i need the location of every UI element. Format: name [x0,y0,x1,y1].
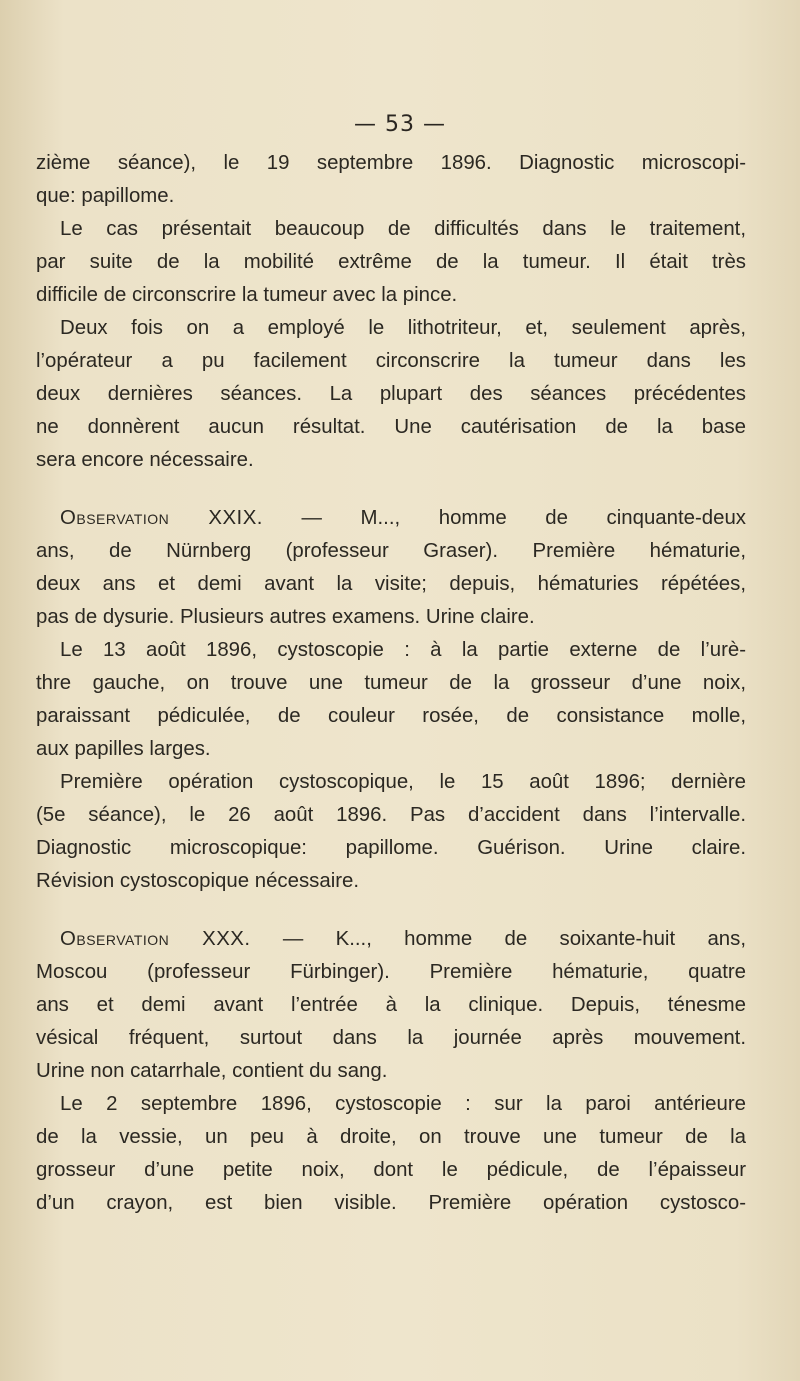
text-line [36,923,746,956]
text-line: d’un crayon, est bien visible. Première opération cystosco- [36,1192,746,1214]
text-line: zième séance), le 19 septembre 1896. Diagnostic microscopi- [36,152,746,174]
text-line: l’opérateur a pu facilement circonscrire la tumeur dans les [36,350,746,372]
text-line: Deux fois on a employé le lithotriteur, et, seulement après, [60,317,746,339]
text-line: deux ans et demi avant la visite; depuis, hématuries répétées, [36,573,746,595]
text-fragment: — M..., homme de cinquante-deux [262,507,746,529]
paragraph [36,147,746,213]
text-line: pas de dysurie. Plusieurs autres examens. Urine claire. [36,606,535,628]
text-line: que: papillome. [36,185,175,207]
observation-paragraph [36,502,746,634]
text-line: Urine non catarrhale, contient du sang. [36,1060,388,1082]
text-line: grosseur d’une petite noix, dont le pédicule, de l’épaisseur [36,1159,746,1181]
observation-paragraph [36,923,746,1088]
text-line: Le 2 septembre 1896, cystoscopie : sur la paroi antérieure [60,1093,746,1115]
text-line: sera encore nécessaire. [36,449,254,471]
page-number: — 53 — [354,112,446,137]
text-line: de la vessie, un peu à droite, on trouve une tumeur de la [36,1126,746,1148]
text-line [36,502,746,535]
text-line: Le 13 août 1896, cystoscopie : à la partie externe de l’urè- [60,639,746,661]
text-line: (5e séance), le 26 août 1896. Pas d’accident dans l’intervalle. [36,804,746,826]
text-line: aux papilles larges. [36,738,211,760]
paragraph [36,213,746,312]
text-line: paraissant pédiculée, de couleur rosée, de consistance molle, [36,705,746,727]
text-line: Moscou (professeur Fürbinger). Première hématurie, quatre [36,961,746,983]
text-line: vésical fréquent, surtout dans la journée après mouvement. [36,1027,746,1049]
text-line: Première opération cystoscopique, le 15 août 1896; dernière [60,771,746,793]
text-line: ne donnèrent aucun résultat. Une cautérisation de la base [36,416,746,438]
text-line: thre gauche, on trouve une tumeur de la grosseur d’une noix, [36,672,746,694]
text-line: par suite de la mobilité extrême de la tumeur. Il était très [36,251,746,273]
text-fragment: — K..., homme de soixante-huit ans, [250,928,746,950]
text-line: deux dernières séances. La plupart des séances précédentes [36,383,746,405]
text-line: Révision cystoscopique nécessaire. [36,870,360,892]
paragraph [36,312,746,477]
text-line: difficile de circonscrire la tumeur avec la pince. [36,284,458,306]
paragraph [36,634,746,766]
paragraph [36,766,746,898]
paragraph [36,1088,746,1220]
text-line: Le cas présentait beaucoup de difficultés dans le traitement, [60,218,746,240]
observation-heading: Observation XXX. [60,928,251,950]
text-line: Diagnostic microscopique: papillome. Guérison. Urine claire. [36,837,746,859]
body-text [36,147,746,1220]
text-line: ans et demi avant l’entrée à la clinique. Depuis, ténesme [36,994,746,1016]
text-line: ans, de Nürnberg (professeur Graser). Première hématurie, [36,540,746,562]
observation-heading: Observation XXIX. [60,507,263,529]
